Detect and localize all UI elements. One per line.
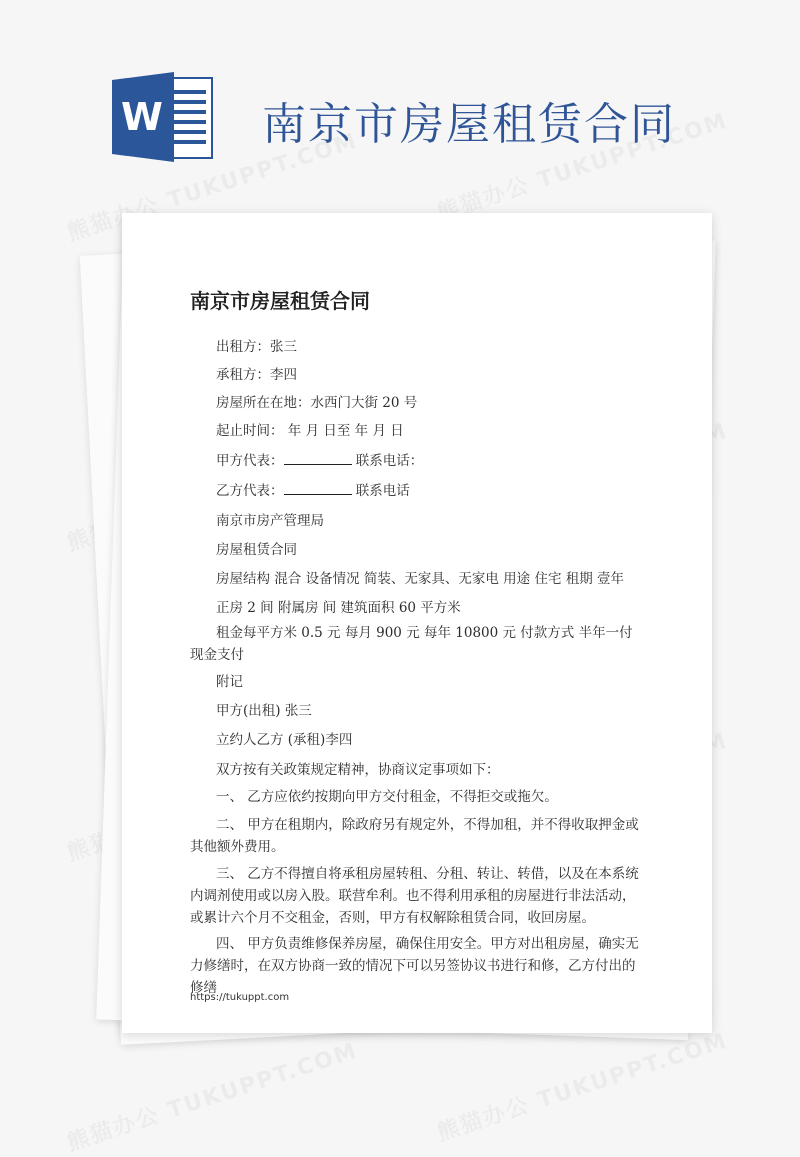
party-a-line: 甲方(出租) 张三 [216,703,312,719]
footer-url[interactable]: https://tukuppt.com [190,992,290,1003]
party-a-rep-line [216,449,423,469]
document-page [122,213,712,1033]
period-line: 起止时间： 年 月 日至 年 月 日 [216,423,404,439]
party-b-phone-label: 联系电话 [355,483,410,499]
preamble-line: 双方按有关政策规定精神，协商议定事项如下： [216,762,500,778]
party-a-rep-blank[interactable] [284,452,352,465]
rent-paragraph: 租金每平方米 0.5 元 每月 900 元 每年 10800 元 付款方式 半年一付 现金支付 [190,625,633,663]
appendix-line: 附记 [216,674,243,690]
party-b-rep-line [216,479,410,499]
document-title: 南京市房屋租赁合同 [190,289,370,313]
watermark [63,1034,362,1157]
party-b-rep-label: 乙方代表： [216,483,284,499]
bureau-line: 南京市房产管理局 [216,513,324,529]
party-b-rep-blank[interactable] [284,482,352,495]
party-a-phone-label: 联系电话： [355,453,424,469]
address-line: 房屋所在在地：水西门大街 20 号 [216,395,418,411]
watermark [433,1024,732,1147]
party-a-rep-label: 甲方代表： [216,453,284,469]
lessor-line: 出租方：张三 [216,339,297,355]
svg-text:W: W [121,95,163,139]
rooms-line: 正房 2 间 附属房 间 建筑面积 60 平方米 [216,600,461,616]
contract-name-line: 房屋租赁合同 [216,542,297,558]
clause-2: 二、 甲方在租期内，除政府另有规定外，不得加租，并不得收取押金或其他额外费用。 [190,817,639,855]
party-b-line: 立约人乙方 (承租)李四 [216,732,353,748]
header [0,0,800,190]
structure-line: 房屋结构 混合 设备情况 简装、无家具、无家电 用途 住宅 租期 壹年 [216,571,625,587]
clause-3: 三、 乙方不得擅自将承租房屋转租、分租、转让、转借，以及在本系统内调剂使用或以房入股。联营牟利。也不得利用承租的房屋进行非法活动，或累计六个月不交租金，否则，甲方有权解除租赁合同，收回房屋。 [190,866,639,926]
header-title: 南京市房屋租赁合同 [262,99,676,150]
clause-1: 一、 乙方应依约按期向甲方交付租金，不得拒交或拖欠。 [216,789,558,805]
clause-4: 四、 甲方负责维修保养房屋，确保住用安全。甲方对出租房屋，确实无力修缮时，在双方协商一致的情况下可以另签协议书进行和修，乙方付出的修缮 [190,936,639,996]
lessee-line: 承租方：李四 [216,367,297,383]
word-document-icon [112,72,214,162]
